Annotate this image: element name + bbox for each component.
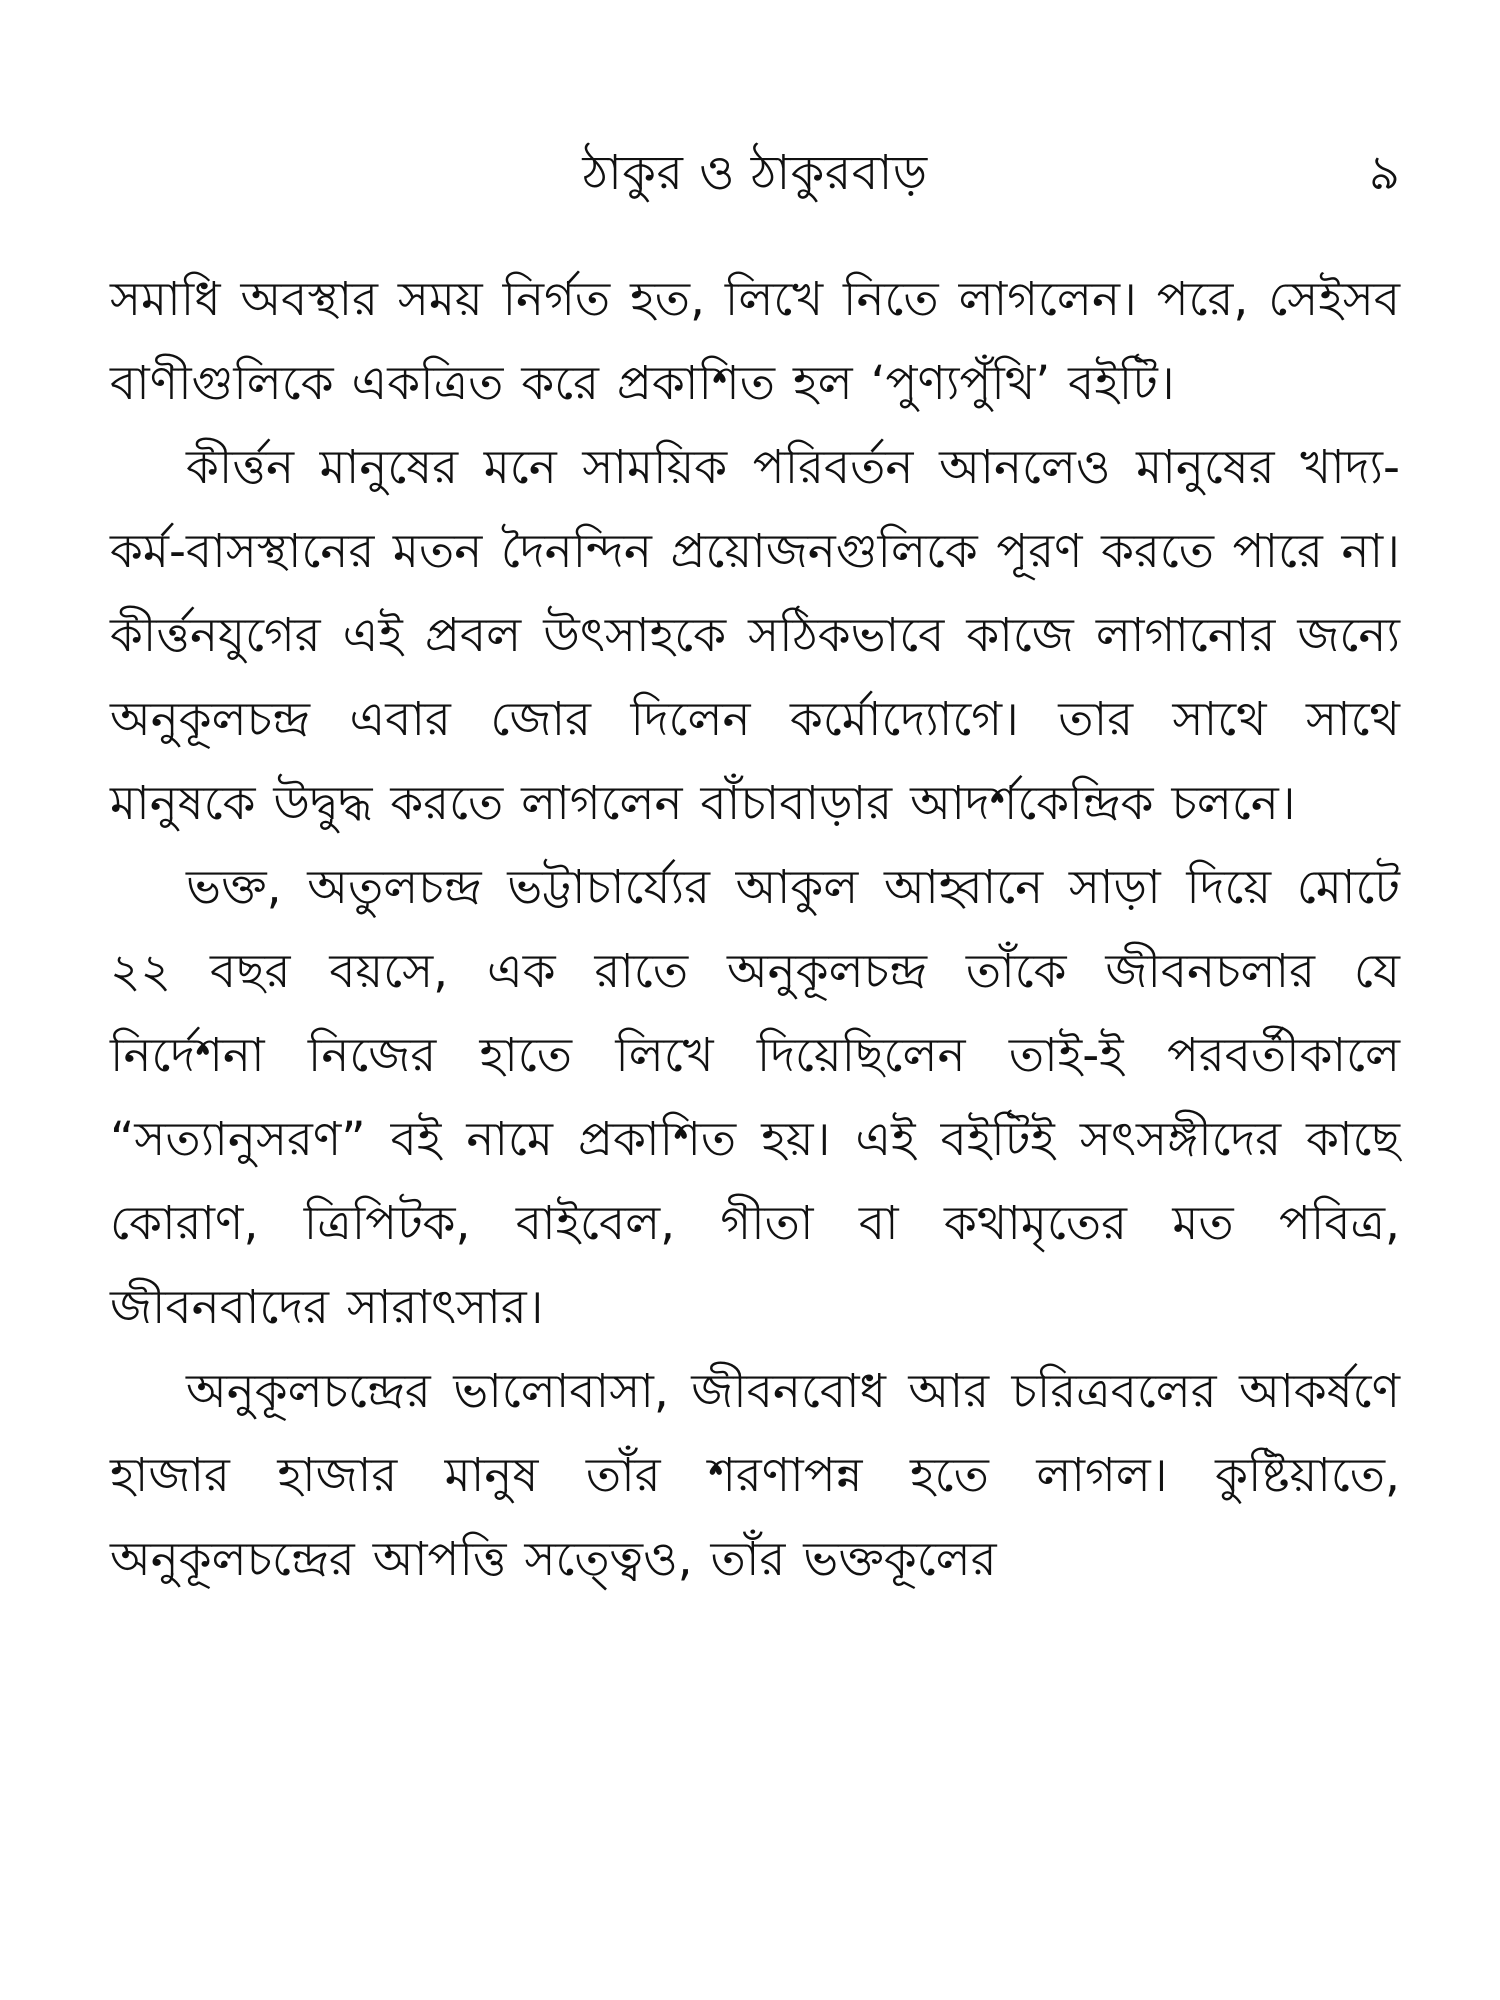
running-title: ঠাকুর ও ঠাকুরবাড়: [582, 145, 928, 201]
running-header: [110, 138, 1400, 208]
paragraph-continued: সমাধি অবস্থার সময় নির্গত হত, লিখে নিতে লাগলেন। পরে, সেইসব বাণীগুলিকে একত্রিত করে প্রকাশিত হল ‘পুণ্যপুঁথি’ বইটি।: [110, 272, 1400, 411]
paragraph-devotees: অনুকূলচন্দ্রের ভালোবাসা, জীবনবোধ আর চরিত্রবলের আকর্ষণে হাজার হাজার মানুষ তাঁর শরণাপন্ন হতে লাগল। কুষ্টিয়াতে, অনুকূলচন্দ্রের আপত্তি সত্ত্বেও, তাঁর ভক্তকূলের: [110, 1364, 1400, 1587]
page-number: ৯: [1368, 145, 1400, 201]
paragraph-satyanusaran: ভক্ত, অতুলচন্দ্র ভট্টাচার্য্যের আকুল আহ্বানে সাড়া দিয়ে মোটে ২২ বছর বয়সে, এক রাতে অনুকূলচন্দ্র তাঁকে জীবনচলার যে নির্দেশনা নিজের হাতে লিখে দিয়েছিলেন তাই-ই পরবর্তীকালে “সত্যানুসরণ” বই নামে প্রকাশিত হয়। এই বইটিই সৎসঙ্গীদের কাছে কোরাণ, ত্রিপিটক, বাইবেল, গীতা বা কথামৃতের মত পবিত্র, জীবনবাদের সারাৎসার।: [110, 860, 1400, 1335]
paragraph-kirtan: কীর্ত্তন মানুষের মনে সাময়িক পরিবর্তন আনলেও মানুষের খাদ্য-কর্ম-বাসস্থানের মতন দৈনন্দিন প্রয়োজনগুলিকে পূরণ করতে পারে না। কীর্ত্তনযুগের এই প্রবল উৎসাহকে সঠিকভাবে কাজে লাগানোর জন্যে অনুকূলচন্দ্র এবার জোর দিলেন কর্মোদ্যোগে। তার সাথে সাথে মানুষকে উদ্বুদ্ধ করতে লাগলেন বাঁচাবাড়ার আদর্শকেন্দ্রিক চলনে।: [110, 440, 1400, 831]
body-text: [110, 258, 1400, 1602]
